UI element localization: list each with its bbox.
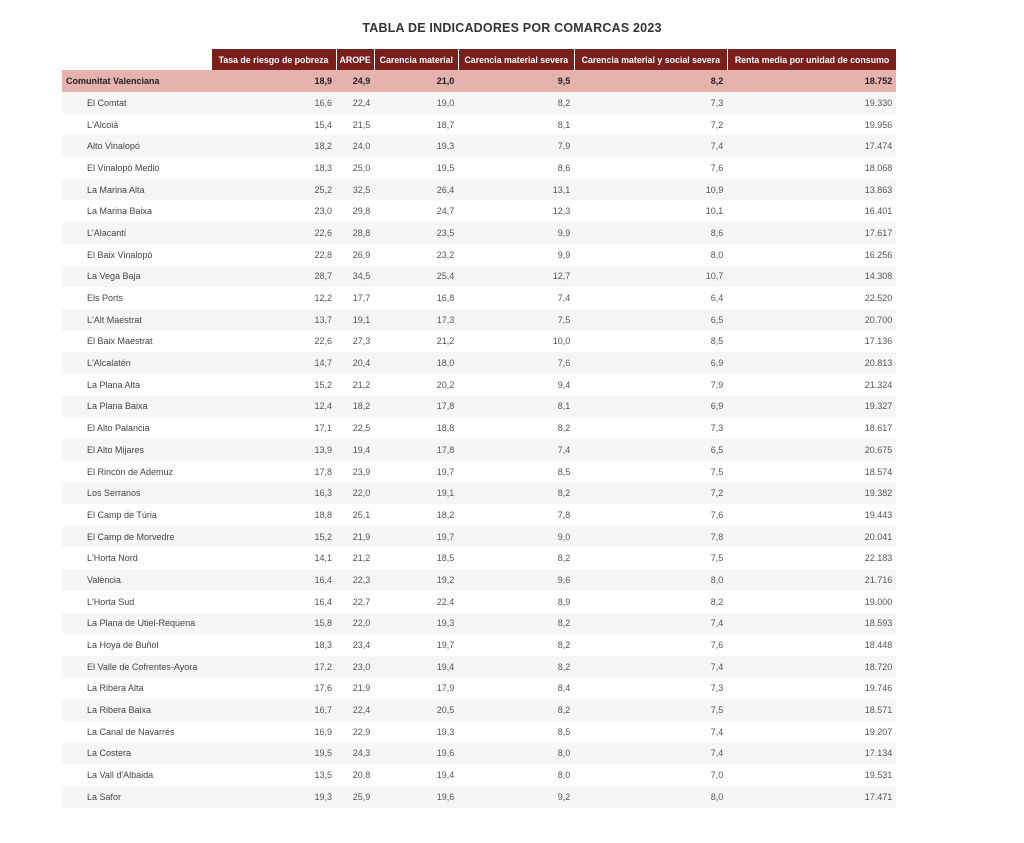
region-name: La Costera xyxy=(62,743,211,765)
value-cell: 14,1 xyxy=(314,553,332,564)
column-header: Renta media por unidad de consumo xyxy=(727,49,896,70)
region-name: La Hoya de Buñol xyxy=(87,640,159,651)
region-name: El Comtat xyxy=(62,92,211,114)
column-header: Carencia material xyxy=(374,49,458,70)
value-cell: 16,4 xyxy=(314,596,332,607)
value-cell: 21,2 xyxy=(436,336,455,347)
value-cell: 18.068 xyxy=(864,162,893,173)
value-cell: 8,4 xyxy=(557,683,571,694)
table-row xyxy=(62,547,896,569)
value-cell: 8,9 xyxy=(557,596,571,607)
value-cell: 19.443 xyxy=(864,509,893,520)
value-cell: 19,4 xyxy=(336,439,374,461)
value-cell: 20,2 xyxy=(436,379,455,390)
value-cell: 7,3 xyxy=(710,423,724,434)
value-cell: 7,0 xyxy=(710,770,724,781)
value-cell: 22,9 xyxy=(352,726,371,737)
value-cell: 26,9 xyxy=(352,249,371,260)
value-cell: 6,5 xyxy=(574,309,727,331)
value-cell: 7,4 xyxy=(557,293,571,304)
value-cell: 32,5 xyxy=(336,179,374,201)
value-cell: 16,9 xyxy=(314,726,332,737)
value-cell: 18,2 xyxy=(211,135,336,157)
value-cell: 17,7 xyxy=(352,293,371,304)
value-cell: 22,4 xyxy=(336,699,374,721)
table-row xyxy=(62,92,896,114)
value-cell: 18,9 xyxy=(211,70,336,92)
value-cell: 17.136 xyxy=(864,336,893,347)
value-cell: 8,2 xyxy=(710,596,724,607)
value-cell: 19.531 xyxy=(864,770,893,781)
value-cell: 23,4 xyxy=(352,640,371,651)
value-cell: 20,5 xyxy=(374,699,458,721)
value-cell: 14,7 xyxy=(211,352,336,374)
value-cell: 10,0 xyxy=(552,336,571,347)
value-cell: 17,8 xyxy=(374,396,458,418)
value-cell: 22,0 xyxy=(336,613,374,635)
value-cell: 18,3 xyxy=(314,162,332,173)
value-cell: 28,7 xyxy=(211,266,336,288)
value-cell: 22,0 xyxy=(336,482,374,504)
value-cell: 7,8 xyxy=(557,509,571,520)
value-cell: 7,9 xyxy=(710,379,724,390)
value-cell: 17,6 xyxy=(314,683,332,694)
table-row xyxy=(62,352,896,374)
value-cell: 22,6 xyxy=(314,336,332,347)
value-cell: 16,4 xyxy=(211,569,336,591)
table-row xyxy=(62,179,896,201)
value-cell: 9,9 xyxy=(557,249,571,260)
value-cell: 19.956 xyxy=(864,119,893,130)
table-row xyxy=(62,417,896,439)
value-cell: 18,8 xyxy=(314,509,332,520)
value-cell: 17.134 xyxy=(727,743,896,765)
column-header: Carencia material y social severa xyxy=(574,49,727,70)
value-cell: 19,7 xyxy=(436,640,455,651)
value-cell: 19,5 xyxy=(211,743,336,765)
value-cell: 18,2 xyxy=(336,396,374,418)
value-cell: 18.593 xyxy=(727,613,896,635)
table-row xyxy=(62,591,896,613)
value-cell: 18.574 xyxy=(864,466,893,477)
region-name: La Plana Alta xyxy=(87,379,141,390)
value-cell: 16.401 xyxy=(864,206,893,217)
table-row xyxy=(62,764,896,786)
value-cell: 18.448 xyxy=(864,640,893,651)
value-cell: 21,9 xyxy=(336,526,374,548)
value-cell: 14.308 xyxy=(727,266,896,288)
value-cell: 19,1 xyxy=(374,482,458,504)
value-cell: 19,3 xyxy=(211,786,336,808)
value-cell: 17.617 xyxy=(727,222,896,244)
value-cell: 6,9 xyxy=(574,396,727,418)
value-cell: 18.617 xyxy=(864,423,893,434)
value-cell: 19,3 xyxy=(436,726,455,737)
value-cell: 15,2 xyxy=(211,526,336,548)
value-cell: 16,6 xyxy=(211,92,336,114)
region-name: El Vinalopó Medio xyxy=(87,162,160,173)
value-cell: 23,2 xyxy=(436,249,455,260)
table-row xyxy=(62,526,896,548)
value-cell: 16,7 xyxy=(211,699,336,721)
region-name: L'Alacantí xyxy=(62,222,211,244)
value-cell: 9,5 xyxy=(458,70,574,92)
value-cell: 19,5 xyxy=(436,162,455,173)
value-cell: 21.324 xyxy=(864,379,893,390)
value-cell: 12,4 xyxy=(211,396,336,418)
value-cell: 27,3 xyxy=(352,336,371,347)
value-cell: 21,0 xyxy=(374,70,458,92)
value-cell: 19,6 xyxy=(374,743,458,765)
table-row xyxy=(62,786,896,808)
header-blank-cell xyxy=(62,49,211,70)
region-name: El Baix Vinalopó xyxy=(87,249,153,260)
value-cell: 7,4 xyxy=(710,726,724,737)
value-cell: 18.752 xyxy=(727,70,896,92)
value-cell: 10,7 xyxy=(574,266,727,288)
value-cell: 22,6 xyxy=(211,222,336,244)
value-cell: 20.700 xyxy=(727,309,896,331)
value-cell: 23,9 xyxy=(352,466,371,477)
table-row xyxy=(62,678,896,700)
value-cell: 8,2 xyxy=(557,553,571,564)
region-name: Comunitat Valenciana xyxy=(62,70,211,92)
region-name: La Marina Alta xyxy=(62,179,211,201)
value-cell: 22,4 xyxy=(436,596,455,607)
value-cell: 22.183 xyxy=(864,553,893,564)
value-cell: 18,5 xyxy=(436,553,455,564)
value-cell: 21,2 xyxy=(352,553,371,564)
value-cell: 8,2 xyxy=(458,699,574,721)
value-cell: 19,4 xyxy=(374,656,458,678)
value-cell: 16,8 xyxy=(436,293,455,304)
value-cell: 7,3 xyxy=(574,92,727,114)
table-row xyxy=(62,266,896,288)
value-cell: 9,4 xyxy=(557,379,571,390)
value-cell: 9,0 xyxy=(458,526,574,548)
value-cell: 18.720 xyxy=(727,656,896,678)
region-name: La Vega Baja xyxy=(62,266,211,288)
value-cell: 21,5 xyxy=(352,119,371,130)
value-cell: 7,8 xyxy=(574,526,727,548)
value-cell: 16.256 xyxy=(864,249,893,260)
value-cell: 19,1 xyxy=(336,309,374,331)
region-name: L'Horta Nord xyxy=(87,553,138,564)
value-cell: 7,4 xyxy=(574,135,727,157)
value-cell: 8,2 xyxy=(458,482,574,504)
value-cell: 9,2 xyxy=(458,786,574,808)
value-cell: 19.327 xyxy=(727,396,896,418)
table-row xyxy=(62,244,896,266)
table-row xyxy=(62,287,896,309)
value-cell: 29,8 xyxy=(352,206,371,217)
value-cell: 7,4 xyxy=(574,743,727,765)
value-cell: 15,8 xyxy=(211,613,336,635)
value-cell: 25,0 xyxy=(352,162,371,173)
region-name: L'Horta Sud xyxy=(87,596,135,607)
value-cell: 6,4 xyxy=(710,293,724,304)
value-cell: 7,6 xyxy=(710,509,724,520)
table-row xyxy=(62,504,896,526)
region-name: La Canal de Navarrés xyxy=(87,726,175,737)
value-cell: 8,6 xyxy=(574,222,727,244)
value-cell: 17,3 xyxy=(374,309,458,331)
value-cell: 19,2 xyxy=(374,569,458,591)
value-cell: 20,8 xyxy=(352,770,371,781)
value-cell: 9,9 xyxy=(458,222,574,244)
value-cell: 12,2 xyxy=(314,293,332,304)
value-cell: 7,4 xyxy=(458,439,574,461)
table-row xyxy=(62,200,896,222)
region-name: La Ribera Alta xyxy=(87,683,144,694)
region-name: La Safor xyxy=(62,786,211,808)
table-row xyxy=(62,656,896,678)
value-cell: 24,3 xyxy=(336,743,374,765)
value-cell: 12,3 xyxy=(552,206,571,217)
value-cell: 34,5 xyxy=(336,266,374,288)
value-cell: 21.716 xyxy=(727,569,896,591)
value-cell: 19.330 xyxy=(727,92,896,114)
value-cell: 8,5 xyxy=(710,336,724,347)
value-cell: 7,5 xyxy=(574,699,727,721)
region-name: L'Alt Maestrat xyxy=(62,309,211,331)
value-cell: 19,4 xyxy=(436,770,455,781)
value-cell: 8,2 xyxy=(557,640,571,651)
value-cell: 25,2 xyxy=(211,179,336,201)
value-cell: 13,5 xyxy=(314,770,332,781)
value-cell: 17,8 xyxy=(314,466,332,477)
table-row xyxy=(62,699,896,721)
value-cell: 20.041 xyxy=(727,526,896,548)
value-cell: 20,4 xyxy=(336,352,374,374)
value-cell: 25,4 xyxy=(374,266,458,288)
value-cell: 8,1 xyxy=(557,119,571,130)
value-cell: 6,9 xyxy=(574,352,727,374)
region-name: València xyxy=(62,569,211,591)
value-cell: 12,7 xyxy=(458,266,574,288)
value-cell: 22,5 xyxy=(352,423,371,434)
value-cell: 13,7 xyxy=(211,309,336,331)
table-row xyxy=(62,721,896,743)
value-cell: 18,2 xyxy=(436,509,455,520)
value-cell: 7,2 xyxy=(710,119,724,130)
value-cell: 25,9 xyxy=(336,786,374,808)
table-row xyxy=(62,396,896,418)
value-cell: 17.471 xyxy=(727,786,896,808)
value-cell: 17,9 xyxy=(436,683,455,694)
value-cell: 8,5 xyxy=(557,466,571,477)
value-cell: 19.382 xyxy=(727,482,896,504)
value-cell: 22.520 xyxy=(864,293,893,304)
value-cell: 18,7 xyxy=(436,119,455,130)
value-cell: 8,5 xyxy=(557,726,571,737)
value-cell: 8,2 xyxy=(557,423,571,434)
value-cell: 7,6 xyxy=(710,162,724,173)
value-cell: 22,3 xyxy=(336,569,374,591)
value-cell: 8,2 xyxy=(458,613,574,635)
value-cell: 8,0 xyxy=(710,249,724,260)
header-row xyxy=(62,49,896,70)
region-name: El Camp de Morvedre xyxy=(62,526,211,548)
table-title: TABLA DE INDICADORES POR COMARCAS 2023 xyxy=(362,21,662,35)
region-name: La Ribera Baixa xyxy=(62,699,211,721)
table-row xyxy=(62,461,896,483)
value-cell: 7,6 xyxy=(458,352,574,374)
value-cell: 22,7 xyxy=(352,596,371,607)
table-row xyxy=(62,374,896,396)
value-cell: 10,9 xyxy=(574,179,727,201)
column-header: Carencia material severa xyxy=(458,49,574,70)
value-cell: 15,4 xyxy=(314,119,332,130)
value-cell: 26,4 xyxy=(374,179,458,201)
value-cell: 23,0 xyxy=(336,656,374,678)
value-cell: 10,1 xyxy=(705,206,724,217)
value-cell: 24,7 xyxy=(436,206,455,217)
value-cell: 8,2 xyxy=(458,656,574,678)
value-cell: 7,6 xyxy=(710,640,724,651)
value-cell: 19,3 xyxy=(374,613,458,635)
region-name: Alto Vinalopó xyxy=(62,135,211,157)
value-cell: 20.675 xyxy=(727,439,896,461)
value-cell: 13,9 xyxy=(211,439,336,461)
table-row xyxy=(62,222,896,244)
region-name: El Baix Maestrat xyxy=(87,336,153,347)
value-cell: 25,1 xyxy=(352,509,371,520)
value-cell: 28,8 xyxy=(336,222,374,244)
value-cell: 8,0 xyxy=(574,569,727,591)
value-cell: 24,9 xyxy=(336,70,374,92)
value-cell: 19.000 xyxy=(864,596,893,607)
value-cell: 19,6 xyxy=(374,786,458,808)
table-row xyxy=(62,309,896,331)
region-name: El Valle de Cofrentes-Ayora xyxy=(62,656,211,678)
value-cell: 24,0 xyxy=(336,135,374,157)
region-name: La Marina Baixa xyxy=(87,206,153,217)
region-name: El Alto Mijares xyxy=(62,439,211,461)
indicators-table xyxy=(62,49,896,808)
value-cell: 19,7 xyxy=(374,526,458,548)
value-cell: 19,7 xyxy=(436,466,455,477)
value-cell: 19.207 xyxy=(864,726,893,737)
region-name: La Plana de Utiel-Requena xyxy=(62,613,211,635)
table-row xyxy=(62,439,896,461)
value-cell: 7,4 xyxy=(574,613,727,635)
value-cell: 8,1 xyxy=(458,396,574,418)
value-cell: 18,3 xyxy=(314,640,332,651)
column-header: AROPE xyxy=(336,49,374,70)
table-row xyxy=(62,135,896,157)
table-row xyxy=(62,634,896,656)
value-cell: 20.813 xyxy=(727,352,896,374)
value-cell: 7,5 xyxy=(458,309,574,331)
value-cell: 7,3 xyxy=(710,683,724,694)
value-cell: 13,1 xyxy=(458,179,574,201)
region-name: La Vall d'Albaida xyxy=(87,770,154,781)
value-cell: 9,6 xyxy=(458,569,574,591)
value-cell: 19.746 xyxy=(864,683,893,694)
value-cell: 8,0 xyxy=(458,743,574,765)
value-cell: 23,5 xyxy=(374,222,458,244)
value-cell: 8,0 xyxy=(574,786,727,808)
value-cell: 13.863 xyxy=(727,179,896,201)
region-name: Els Ports xyxy=(87,293,124,304)
region-name: El Alto Palancia xyxy=(87,423,150,434)
table-row xyxy=(62,331,896,353)
table-row xyxy=(62,613,896,635)
value-cell: 7,4 xyxy=(574,656,727,678)
value-cell: 17,8 xyxy=(374,439,458,461)
value-cell: 23,0 xyxy=(314,206,332,217)
value-cell: 15,2 xyxy=(314,379,332,390)
value-cell: 8,2 xyxy=(574,70,727,92)
value-cell: 17,1 xyxy=(314,423,332,434)
column-header: Tasa de riesgo de pobreza xyxy=(211,49,336,70)
table-row xyxy=(62,157,896,179)
value-cell: 7,2 xyxy=(574,482,727,504)
region-name: Los Serranos xyxy=(62,482,211,504)
value-cell: 22,4 xyxy=(336,92,374,114)
region-name: La Plana Baixa xyxy=(62,396,211,418)
value-cell: 7,9 xyxy=(458,135,574,157)
value-cell: 18.571 xyxy=(727,699,896,721)
value-cell: 22,8 xyxy=(314,249,332,260)
value-cell: 8,6 xyxy=(557,162,571,173)
table-row xyxy=(62,569,896,591)
value-cell: 19,0 xyxy=(374,92,458,114)
value-cell: 7,5 xyxy=(710,553,724,564)
table-row xyxy=(62,482,896,504)
value-cell: 17.474 xyxy=(727,135,896,157)
value-cell: 7,5 xyxy=(710,466,724,477)
value-cell: 18,0 xyxy=(374,352,458,374)
value-cell: 8,0 xyxy=(557,770,571,781)
value-cell: 6,5 xyxy=(574,439,727,461)
region-name: L'Alcoià xyxy=(87,119,119,130)
value-cell: 16,3 xyxy=(211,482,336,504)
value-cell: 18,8 xyxy=(436,423,455,434)
value-cell: 21,2 xyxy=(352,379,371,390)
value-cell: 17,2 xyxy=(211,656,336,678)
region-name: El Rincón de Ademuz xyxy=(87,466,174,477)
value-cell: 8,2 xyxy=(458,92,574,114)
table-row xyxy=(62,743,896,765)
value-cell: 19,3 xyxy=(374,135,458,157)
total-row xyxy=(62,70,896,92)
table-row xyxy=(62,114,896,136)
value-cell: 21,9 xyxy=(352,683,371,694)
region-name: El Camp de Túria xyxy=(87,509,157,520)
region-name: L'Alcalatén xyxy=(62,352,211,374)
